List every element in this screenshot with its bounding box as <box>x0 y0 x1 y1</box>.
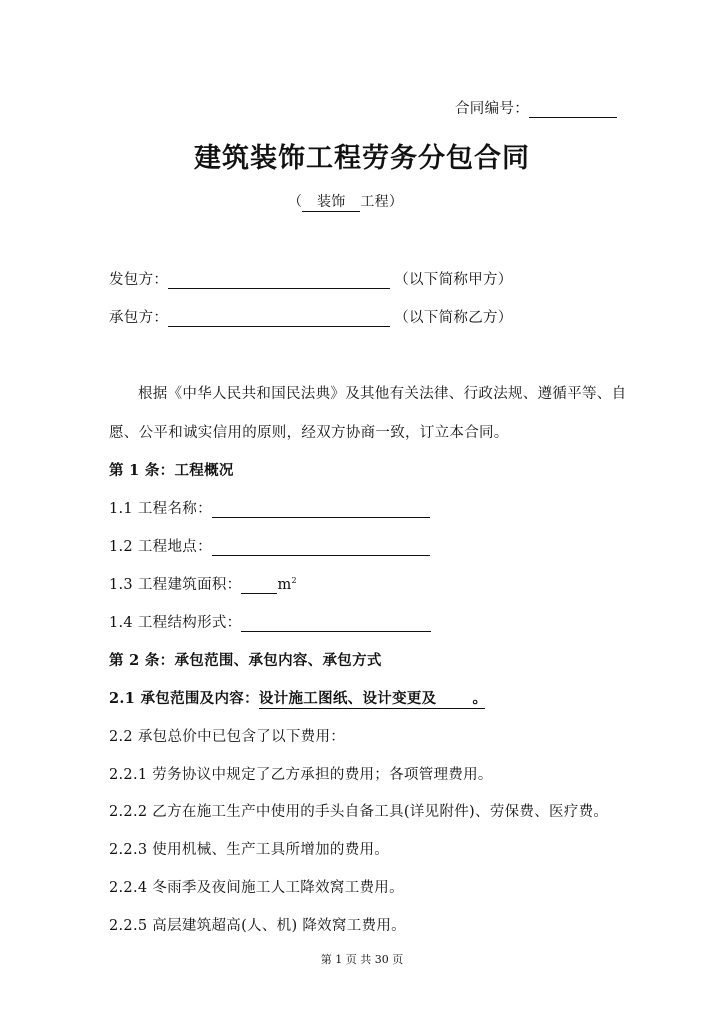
subtitle-project-type-text: 装饰 <box>317 194 346 210</box>
document-subtitle <box>288 191 403 212</box>
party-contractor-note: （以下简称乙方） <box>394 310 513 326</box>
item-1-1-blank <box>212 501 430 518</box>
party-contractor-label: 承包方： <box>109 310 169 326</box>
item-2-1-content-text: 设计施工图纸、设计变更及 <box>258 690 437 707</box>
item-1-4-blank <box>241 615 431 632</box>
item-2-1-end: 。 <box>472 690 488 707</box>
preamble-line-1: 根据《中华人民共和国民法典》及其他有关法律、行政法规、遵循平等、自 <box>138 386 627 402</box>
document-title: 建筑装饰工程劳务分包合同 <box>194 143 530 174</box>
item-1-3 <box>109 573 297 594</box>
contract-number-label: 合同编号： <box>455 101 529 117</box>
item-2-2-1: 2.2.1 劳务协议中规定了乙方承担的费用；各项管理费用。 <box>109 767 493 783</box>
item-1-3-label: 1.3 工程建筑面积： <box>109 577 242 593</box>
party-employer <box>109 268 513 289</box>
preamble-line-2: 愿、公平和诚实信用的原则，经双方协商一致，订立本合同。 <box>109 425 509 441</box>
item-1-2 <box>109 535 430 556</box>
item-1-3-unit: m <box>277 577 292 593</box>
item-1-1 <box>109 497 430 518</box>
item-1-2-label: 1.2 工程地点： <box>109 539 212 555</box>
page-footer: 第 1 页 共 30 页 <box>320 953 404 966</box>
item-2-1-label: 2.1 承包范围及内容： <box>109 690 259 707</box>
item-2-2-3: 2.2.3 使用机械、生产工具所增加的费用。 <box>109 842 390 858</box>
party-contractor <box>109 306 513 327</box>
item-2-2: 2.2 承包总价中已包含了以下费用： <box>109 729 346 745</box>
party-employer-label: 发包方： <box>109 272 169 288</box>
party-contractor-blank <box>168 310 390 327</box>
party-employer-note: （以下简称甲方） <box>394 272 513 288</box>
party-employer-blank <box>168 272 390 289</box>
item-1-4 <box>109 611 431 632</box>
subtitle-project-type <box>302 191 360 212</box>
item-2-2-4: 2.2.4 冬雨季及夜间施工人工降效窝工费用。 <box>109 880 404 896</box>
subtitle-open: （ <box>288 194 303 210</box>
item-2-1-content <box>258 687 488 709</box>
item-1-2-blank <box>212 539 430 556</box>
item-2-1 <box>109 687 488 709</box>
contract-number-blank <box>529 101 617 118</box>
item-1-3-unit-sup: 2 <box>291 576 297 586</box>
article-1-heading: 第 1 条：工程概况 <box>109 462 234 479</box>
subtitle-suffix: 工程） <box>360 194 404 210</box>
item-1-4-label: 1.4 工程结构形式： <box>109 615 242 631</box>
item-2-2-5: 2.2.5 高层建筑超高(人、机) 降效窝工费用。 <box>109 918 406 934</box>
item-1-1-label: 1.1 工程名称： <box>109 501 212 517</box>
item-1-3-blank <box>241 577 277 594</box>
contract-number <box>455 97 617 118</box>
article-2-heading: 第 2 条：承包范围、承包内容、承包方式 <box>109 652 382 669</box>
item-2-2-2: 2.2.2 乙方在施工生产中使用的手头自备工具(详见附件)、劳保费、医疗费。 <box>109 804 609 820</box>
